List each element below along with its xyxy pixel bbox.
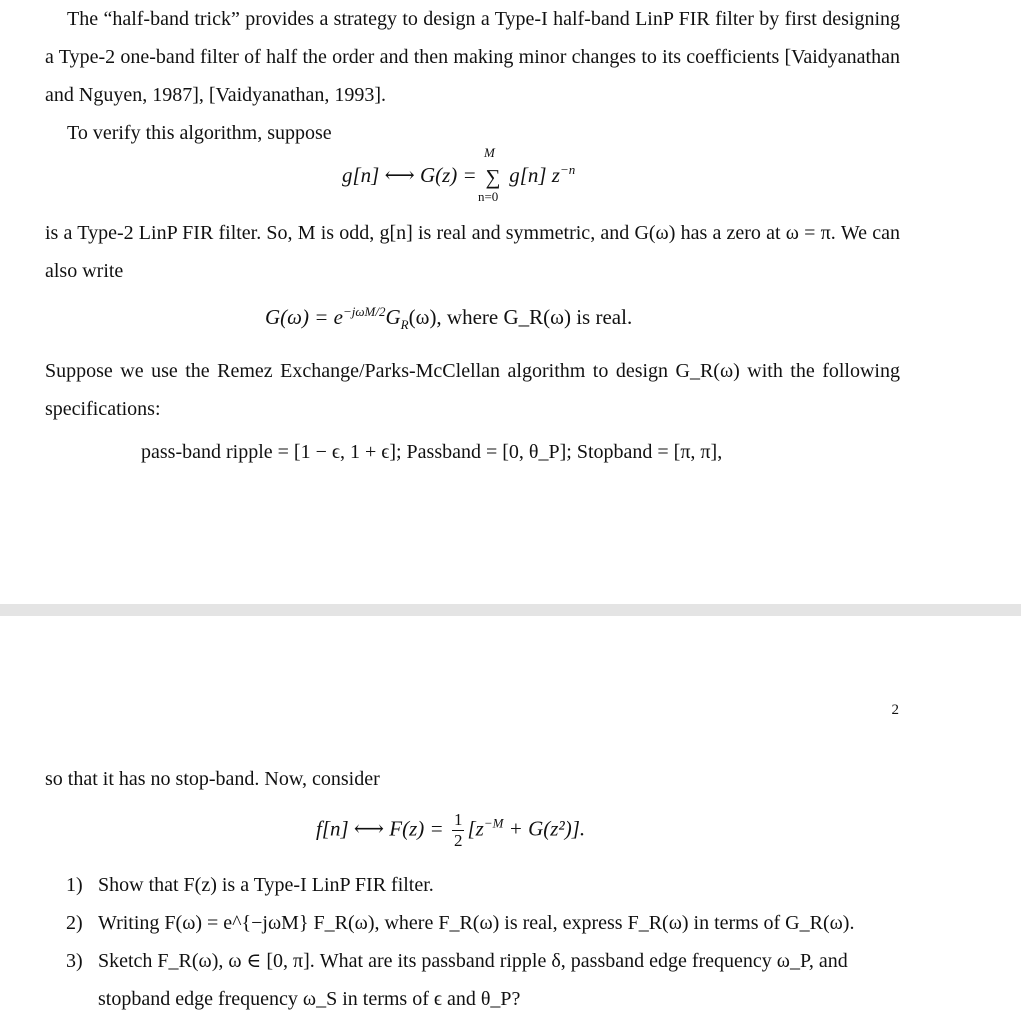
eq4-left: f[n] ⟷ F(z) = (316, 816, 449, 841)
fraction-numerator: 1 (453, 810, 463, 829)
page-number: 2 (891, 702, 899, 718)
page-separator (0, 604, 1021, 616)
eq1-left: g[n] ⟷ G(z) = (342, 163, 482, 187)
eq2-tail: (ω), where G_R(ω) is real. (408, 305, 633, 329)
eq1-exponent: −n (559, 162, 576, 177)
eq4-right: [z (467, 816, 484, 841)
fraction-one-half (452, 810, 465, 851)
item-text: Writing F(ω) = e^{−jωM} F_R(ω), where F_R(ω) is real, express F_R(ω) in terms of G_R(ω). (98, 912, 855, 934)
item-number: 3) (66, 950, 83, 972)
sum-sigma: ∑ (485, 165, 501, 189)
eq2-exponent: −jωM/2 (342, 304, 386, 319)
question-list (66, 866, 901, 1018)
item-text: Show that F(z) is a Type-I LinP FIR filter. (98, 874, 434, 896)
summation-symbol (477, 145, 504, 204)
eq2-right: G (385, 305, 401, 329)
item-number: 2) (66, 912, 83, 934)
eq4-exponent: −M (483, 815, 504, 831)
list-item (66, 866, 901, 904)
equation-specifications: pass-band ripple = [1 − ϵ, 1 + ϵ]; Passband = [0, θ_P]; Stopband = [π, π], (141, 441, 723, 463)
eq2-left: G(ω) = e (265, 305, 343, 329)
equation-g-omega (265, 304, 632, 333)
list-item (66, 904, 901, 942)
document-page-2 (0, 616, 1021, 1024)
sum-upper-limit: M (483, 145, 495, 160)
paragraph-remez: Suppose we use the Remez Exchange/Parks-McClellan algorithm to design G_R(ω) with the following specifications: (45, 360, 900, 420)
sum-lower-limit: n=0 (477, 189, 499, 204)
list-item (66, 942, 901, 1018)
eq2-subscript: R (400, 317, 409, 333)
equation-g-transform (342, 145, 576, 204)
item-number: 1) (66, 874, 83, 896)
eq4-tail: + G(z²)]. (503, 816, 586, 841)
eq1-right: g[n] z (503, 163, 560, 187)
equation-f-transform (316, 810, 585, 851)
item-text: Sketch F_R(ω), ω ∈ [0, π]. What are its passband ripple δ, passband edge frequency ω_P, and stopband edge frequency ω_S in terms of ϵ and θ_P? (98, 950, 848, 1010)
paragraph-verify: To verify this algorithm, suppose (67, 122, 332, 144)
paragraph-no-stopband: so that it has no stop-band. Now, consider (45, 768, 380, 790)
paragraph-intro: The “half-band trick” provides a strategy to design a Type-I half-band LinP FIR filter by first designing a Type-2 one-band filter of half the order and then making minor changes to its coefficients [Vaidyanathan and Nguyen, 1987], [Vaidyanathan, 1993]. (45, 8, 900, 106)
fraction-denominator: 2 (453, 831, 463, 850)
paragraph-type2: is a Type-2 LinP FIR filter. So, M is odd, g[n] is real and symmetric, and G(ω) has a zero at ω = π. We can also write (45, 222, 900, 282)
